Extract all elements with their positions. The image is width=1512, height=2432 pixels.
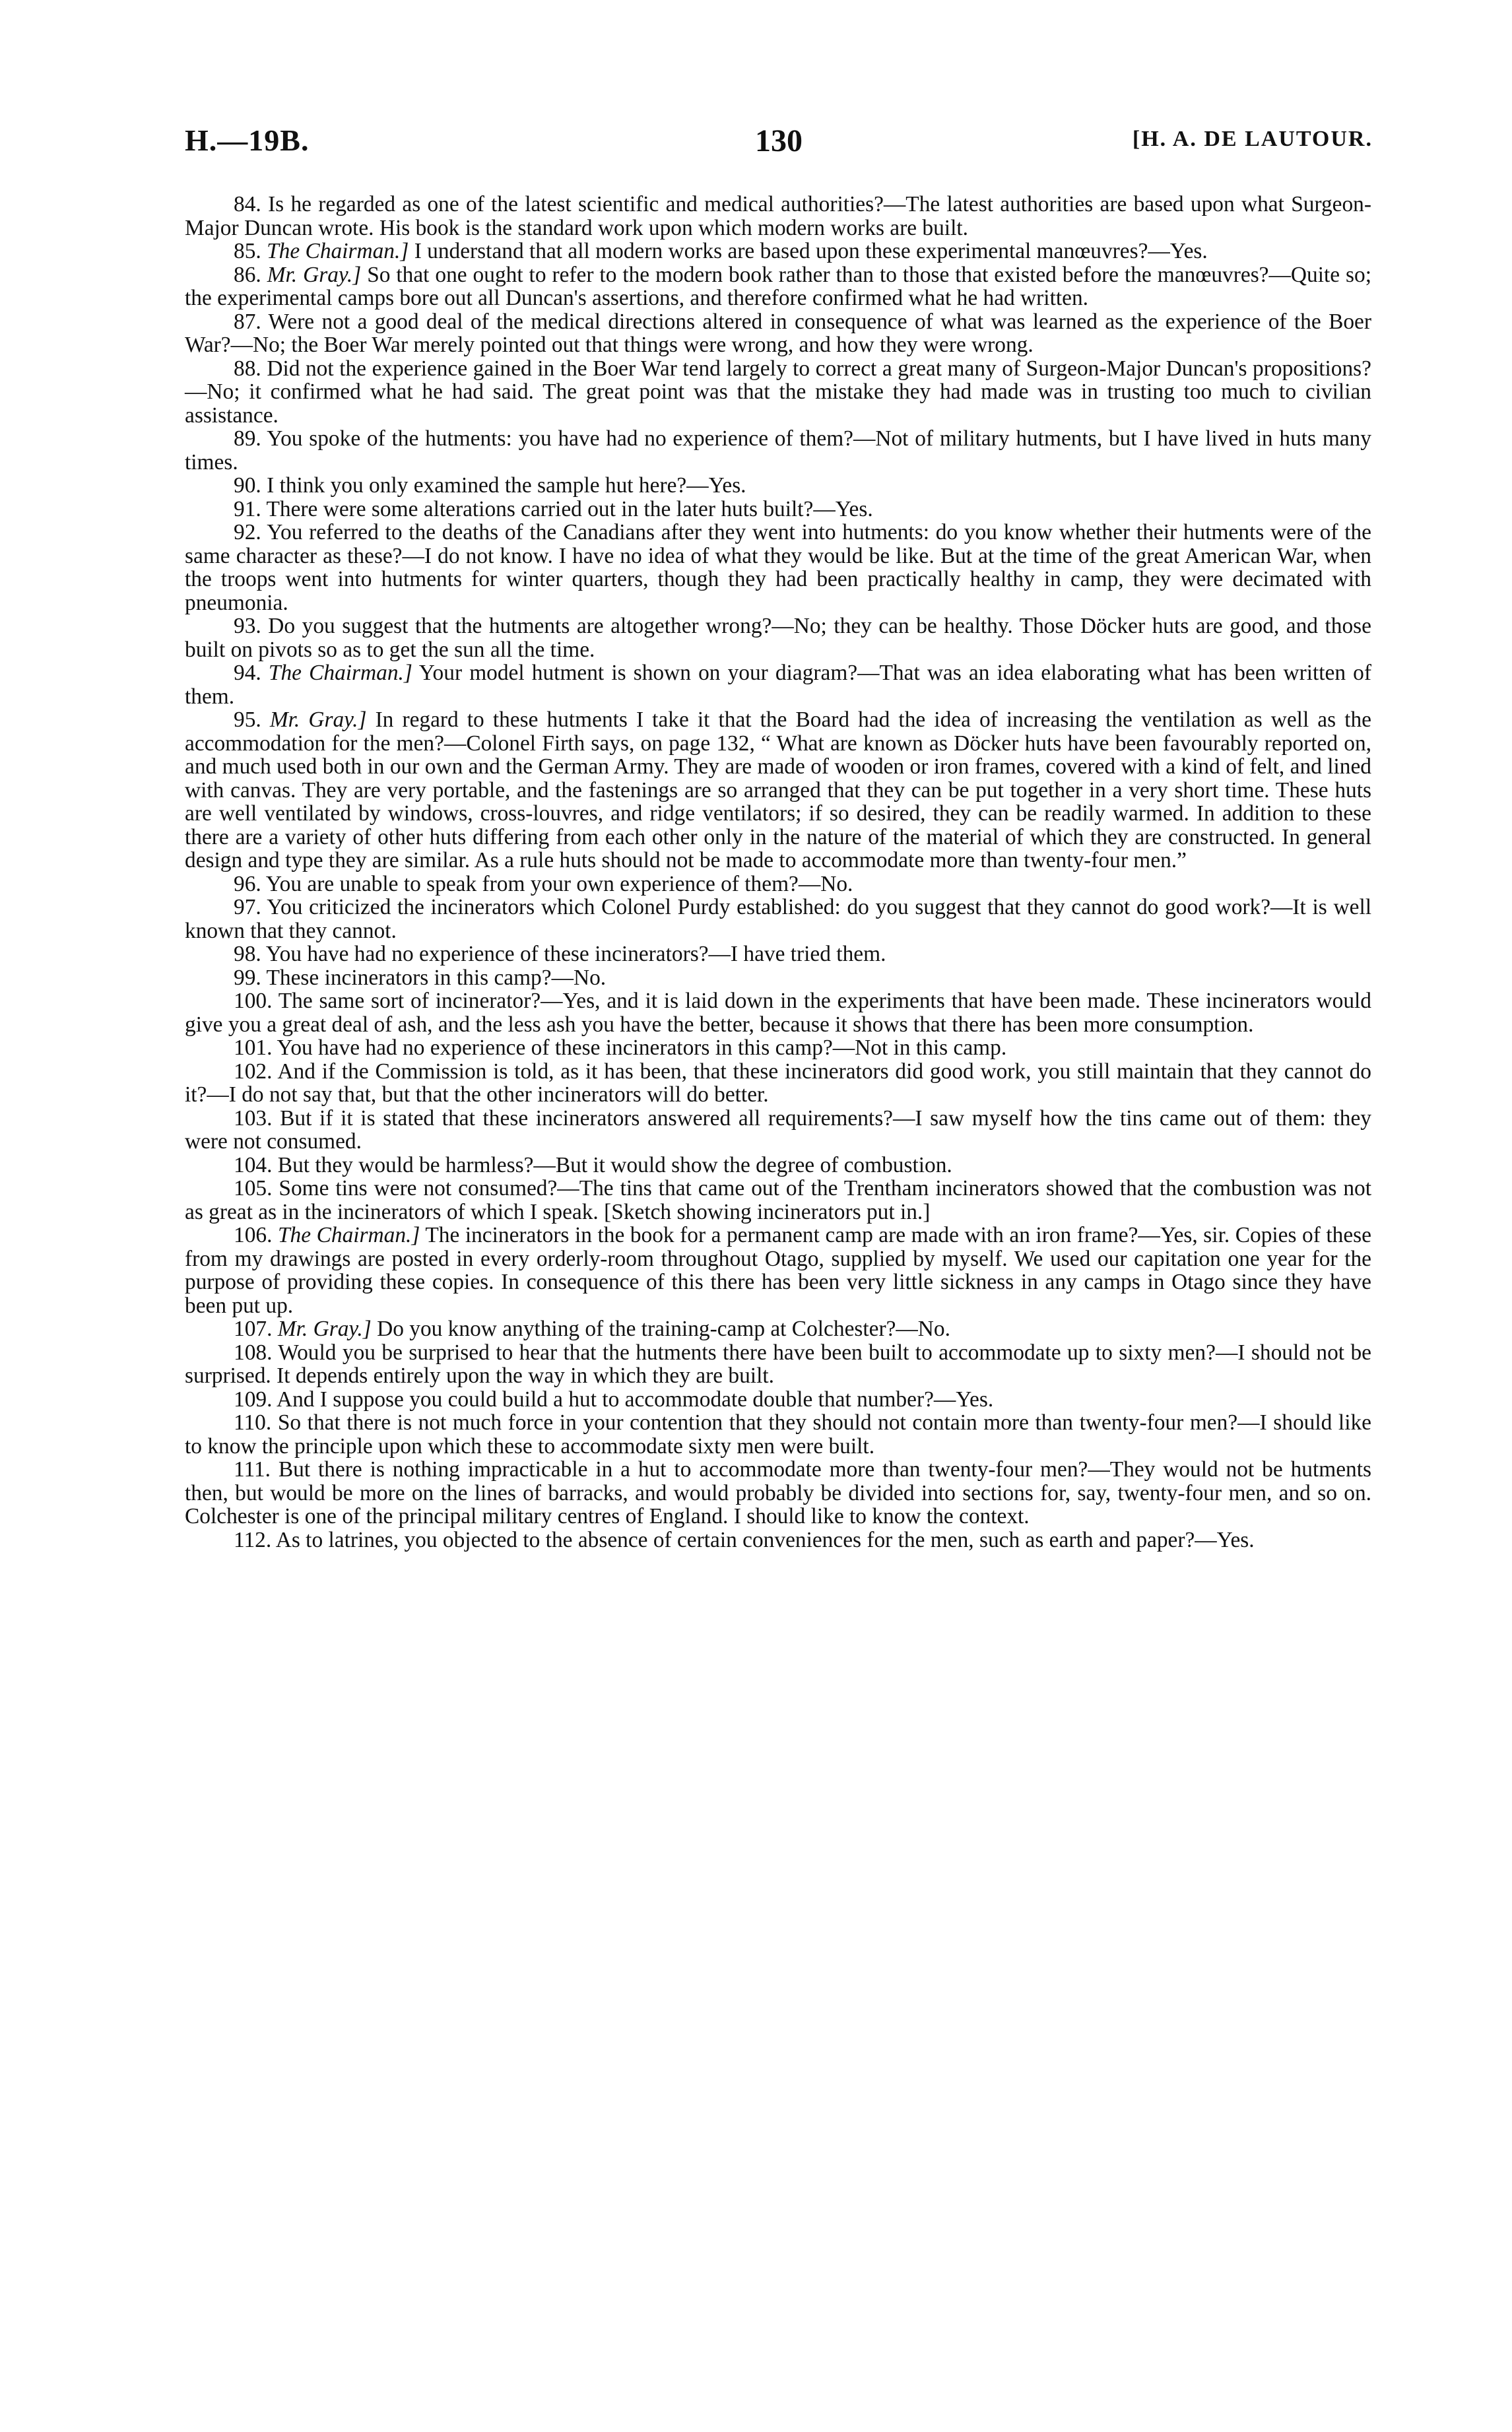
page-header bbox=[185, 123, 1373, 169]
question-text: You are unable to speak from your own experience of them?—No. bbox=[265, 871, 853, 896]
question-number: 107. bbox=[234, 1317, 273, 1341]
question-number: 99. bbox=[234, 965, 261, 990]
question-text: And I suppose you could build a hut to accommodate double that number?—Yes. bbox=[276, 1387, 994, 1412]
question-number: 108. bbox=[234, 1340, 273, 1365]
question-number: 103. bbox=[234, 1105, 273, 1131]
question-text: Some tins were not consumed?—The tins that came out of the Trentham incinerators showed that the combustion was not as great as in the incinerators of which I speak. [Sketch showing incinerators put in.] bbox=[185, 1176, 1371, 1224]
question-text: These incinerators in this camp?—No. bbox=[266, 965, 607, 990]
paper-reference: H.—19B. bbox=[185, 123, 310, 157]
question-number: 112. bbox=[234, 1527, 272, 1552]
question-text: But if it is stated that these incinerators answered all requirements?—I saw myself how the tins came out of them: they were not consumed. bbox=[185, 1105, 1371, 1154]
question-number: 104. bbox=[234, 1152, 273, 1177]
question-text: There were some alterations carried out in the later huts built?—Yes. bbox=[266, 496, 873, 521]
question-paragraph bbox=[185, 357, 1371, 428]
question-paragraph bbox=[185, 427, 1371, 474]
question-text: The incinerators in the book for a permanent camp are made with an iron frame?—Yes, sir. Copies of these from my drawings are posted in every orderly-room throughout Otago, supplied by myself. We used our capitation one year for the purpose of providing these copies. In consequence of this there has been very little sickness in any camps in Otago since they have been put up. bbox=[185, 1223, 1372, 1318]
question-text: Were not a good deal of the medical directions altered in consequence of what was learned as the experience of the Boer War?—No; the Boer War merely pointed out that things were wrong, and how they were wrong. bbox=[185, 309, 1371, 357]
question-paragraph bbox=[185, 1224, 1371, 1317]
question-text: Is he regarded as one of the latest scientific and medical authorities?—The latest authorities are based upon what Surgeon-Major Duncan wrote. His book is the standard work upon which modern works are built. bbox=[185, 192, 1371, 240]
page-number: 130 bbox=[755, 123, 803, 158]
question-text: Would you be surprised to hear that the hutments there have been built to accommodate up to sixty men?—I should not be surprised. It depends entirely upon the way in which they are built. bbox=[185, 1340, 1371, 1388]
question-number: 97. bbox=[234, 895, 261, 919]
speaker-label: The Chairman.] bbox=[277, 1223, 420, 1247]
question-paragraph bbox=[185, 193, 1371, 240]
question-number: 95. bbox=[234, 707, 261, 732]
question-text: So that there is not much force in your contention that they should not contain more than twenty-four men?—I should like to know the principle upon which these to accommodate sixty men were built. bbox=[185, 1410, 1371, 1459]
question-paragraph bbox=[185, 263, 1371, 310]
question-paragraph bbox=[185, 521, 1371, 614]
question-paragraph bbox=[185, 872, 1371, 896]
question-paragraph bbox=[185, 1154, 1371, 1177]
question-number: 105. bbox=[234, 1176, 273, 1200]
speaker-label: Mr. Gray.] bbox=[267, 262, 362, 287]
question-text: Do you suggest that the hutments are altogether wrong?—No; they can be healthy. Those Döcker huts are good, and those built on pivots so as to get the sun all the time. bbox=[185, 614, 1371, 662]
question-paragraph bbox=[185, 966, 1371, 990]
question-paragraph bbox=[185, 310, 1371, 357]
question-text: You have had no experience of these incinerators in this camp?—Not in this camp. bbox=[277, 1035, 1007, 1060]
question-number: 87. bbox=[234, 309, 261, 334]
question-number: 100. bbox=[234, 989, 273, 1013]
question-number: 89. bbox=[234, 426, 261, 451]
question-number: 84. bbox=[234, 192, 261, 216]
question-number: 88. bbox=[234, 356, 261, 381]
question-number: 98. bbox=[234, 942, 261, 966]
question-number: 92. bbox=[234, 520, 261, 544]
question-text: The same sort of incinerator?—Yes, and it is laid down in the experiments that have been made. These incinerators would give you a great deal of ash, and the less ash you have the better, because it shows that there has been more consumption. bbox=[185, 989, 1372, 1037]
question-number: 86. bbox=[234, 262, 261, 287]
question-paragraph bbox=[185, 614, 1371, 661]
question-text: I understand that all modern works are based upon these experimental manœuvres?—Yes. bbox=[414, 239, 1208, 263]
question-paragraph bbox=[185, 1388, 1371, 1412]
question-paragraph bbox=[185, 942, 1371, 966]
question-paragraph bbox=[185, 708, 1371, 872]
question-text: Do you know anything of the training-camp at Colchester?—No. bbox=[377, 1317, 950, 1341]
question-text: Your model hutment is shown on your diagram?—That was an idea elaborating what has been written of them. bbox=[185, 661, 1371, 709]
question-paragraph bbox=[185, 240, 1371, 263]
question-text: But there is nothing impracticable in a hut to accommodate more than twenty-four men?—They would not be hutments then, but would be more on the lines of barracks, and would probably be divided into sections for, say, twenty-four men, and so on. Colchester is one of the principal military centres of England. I should like to know the context. bbox=[185, 1457, 1371, 1528]
question-number: 90. bbox=[234, 473, 261, 498]
question-text: You referred to the deaths of the Canadians after they went into hutments: do you know whether their hutments were of the same character as these?—I do not know. I have no idea of what they would be like. But at the time of the great American War, when the troops went into hutments for winter quarters, though they had been practically healthy in camp, they were decimated with pneumonia. bbox=[185, 520, 1372, 615]
question-text: But they would be harmless?—But it would show the degree of combustion. bbox=[277, 1152, 952, 1177]
question-paragraph bbox=[185, 896, 1371, 942]
question-text: So that one ought to refer to the modern book rather than to those that existed before the manœuvres?—Quite so; the experimental camps bore out all Duncan's assertions, and therefore confirmed what he had written. bbox=[185, 262, 1371, 310]
question-paragraph bbox=[185, 989, 1371, 1036]
question-number: 111. bbox=[234, 1457, 271, 1482]
question-text: Did not the experience gained in the Boer War tend largely to correct a great many of Surgeon-Major Duncan's propositions?—No; it confirmed what he had said. The great point was that the mistake they had made was in trusting too much to civilian assistance. bbox=[185, 356, 1371, 428]
question-number: 101. bbox=[234, 1035, 273, 1060]
question-text: You spoke of the hutments: you have had no experience of them?—Not of military hutments, but I have lived in huts many times. bbox=[185, 426, 1371, 475]
question-number: 94. bbox=[234, 661, 261, 685]
question-text: As to latrines, you objected to the absence of certain conveniences for the men, such as earth and paper?—Yes. bbox=[275, 1527, 1255, 1552]
body-text bbox=[185, 193, 1371, 1552]
question-paragraph bbox=[185, 1036, 1371, 1060]
question-number: 96. bbox=[234, 871, 261, 896]
question-number: 85. bbox=[234, 239, 261, 263]
question-number: 110. bbox=[234, 1410, 272, 1435]
question-paragraph bbox=[185, 1317, 1371, 1341]
speaker-label: The Chairman.] bbox=[267, 239, 409, 263]
question-paragraph bbox=[185, 1458, 1371, 1528]
question-text: You have had no experience of these incinerators?—I have tried them. bbox=[265, 942, 886, 966]
question-paragraph bbox=[185, 661, 1371, 708]
question-paragraph bbox=[185, 1341, 1371, 1388]
speaker-label: Mr. Gray.] bbox=[277, 1317, 372, 1341]
question-paragraph bbox=[185, 1528, 1371, 1552]
question-number: 102. bbox=[234, 1059, 273, 1084]
question-number: 109. bbox=[234, 1387, 273, 1412]
speaker-label: Mr. Gray.] bbox=[269, 707, 367, 732]
question-number: 93. bbox=[234, 614, 261, 638]
speaker-label: The Chairman.] bbox=[268, 661, 412, 685]
question-paragraph bbox=[185, 1411, 1371, 1458]
question-paragraph bbox=[185, 498, 1371, 521]
witness-name: [H. A. DE LAUTOUR. bbox=[1132, 127, 1373, 151]
question-number: 106. bbox=[234, 1223, 273, 1247]
question-text: And if the Commission is told, as it has been, that these incinerators did good work, you still maintain that they cannot do it?—I do not say that, but that the other incinerators will do better. bbox=[185, 1059, 1371, 1107]
question-text: You criticized the incinerators which Colonel Purdy established: do you suggest that they cannot do good work?—It is well known that they cannot. bbox=[185, 895, 1372, 943]
question-paragraph bbox=[185, 1107, 1371, 1154]
question-paragraph bbox=[185, 1060, 1371, 1107]
question-number: 91. bbox=[234, 496, 261, 521]
question-text: In regard to these hutments I take it that the Board had the idea of increasing the ventilation as well as the accommodation for the men?—Colonel Firth says, on page 132, “ What are known as Döcker huts have been favourably reported on, and much used both in our own and the German Army. They are made of wooden or iron frames, covered with a kind of felt, and lined with canvas. They are very portable, and the fastenings are so arranged that they can be put together in a very short time. These huts are well ventilated by windows, cross-louvres, and ridge ventilators; if so desired, they can be readily warmed. In addition to these there are a variety of other huts differing from each other only in the nature of the material of which they are constructed. In general design and type they are similar. As a rule huts should not be made to accommodate more than twenty-four men.” bbox=[185, 707, 1371, 872]
question-paragraph bbox=[185, 474, 1371, 498]
question-paragraph bbox=[185, 1177, 1371, 1224]
question-text: I think you only examined the sample hut here?—Yes. bbox=[267, 473, 746, 498]
